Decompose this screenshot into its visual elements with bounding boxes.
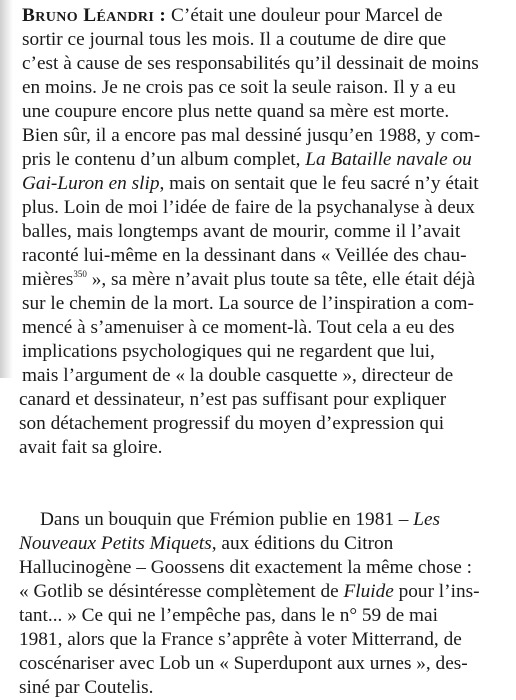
album-title: Gai-Luron en slip (22, 173, 160, 194)
text-line: pris le contenu d’un album complet, La Bataille navale ou (22, 149, 472, 170)
footnote-marker: 350 (73, 269, 87, 279)
book-title: Nouveaux Petits Miquets (19, 533, 212, 554)
text-line: avait fait sa gloire. (19, 437, 163, 458)
text-line: en moins. Je ne crois pas ce soit la seule raison. Il y a eu (22, 77, 456, 98)
text-line: Nouveaux Petits Miquets, aux éditions du Citron (19, 533, 394, 554)
text-line: c’est à cause de ses responsabilités qu’il dessinait de moins (22, 53, 479, 74)
magazine-title: Fluide (343, 581, 394, 602)
text-line: Bruno Léandri : C’était une douleur pour Marcel de (22, 5, 443, 26)
text-line: « Gotlib se désintéresse complètement de Fluide pour l’ins- (19, 581, 480, 602)
text-line: raconté lui-même en la dessinant dans « Veillée des chau- (22, 245, 467, 266)
text-line: 1981, alors que la France s’apprête à voter Mitterrand, de (19, 629, 462, 650)
text-line: balles, mais longtemps avant de mourir, comme il l’avait (22, 221, 461, 242)
text-line: mencé à s’amenuiser à ce moment-là. Tout cela a eu des (22, 317, 455, 338)
text-line: canard et dessinateur, n’est pas suffisant pour expliquer (19, 389, 447, 410)
text-line: Dans un bouquin que Frémion publie en 1981 – Les (40, 509, 441, 530)
text-line: mais l’argument de « la double casquette », directeur de (22, 365, 454, 386)
speaker-name: Bruno Léandri : (22, 5, 167, 26)
text-line: plus. Loin de moi l’idée de faire de la psychanalyse à deux (22, 197, 475, 218)
text-line: son détachement progressif du moyen d’expression qui (19, 413, 445, 434)
text-line: coscénariser avec Lob un « Superdupont aux urnes », des- (19, 653, 468, 674)
text-line: sur le chemin de la mort. La source de l’inspiration a com- (22, 293, 474, 314)
text-line: Hallucinogène – Goossens dit exactement la même chose : (19, 557, 472, 578)
text-line: siné par Coutelis. (19, 677, 154, 698)
text-line: sortir ce journal tous les mois. Il a coutume de dire que (22, 29, 447, 50)
book-title: Les (413, 509, 441, 530)
text-line: Bien sûr, il a encore pas mal dessiné jusqu’en 1988, y com- (22, 125, 481, 146)
text-line: une coupure encore plus nette quand sa mère est morte. (22, 101, 450, 122)
text-line: implications psychologiques qui ne regardent que lui, (22, 341, 435, 362)
text-line: tant... » Ce qui ne l’empêche pas, dans le n° 59 de mai (19, 605, 438, 626)
text-line: mières$^{350}$ », sa mère n’avait plus toute sa tête, elle était déjà (22, 269, 476, 290)
album-title: La Bataille navale ou (305, 149, 472, 170)
text-line: Gai-Luron en slip, mais on sentait que le feu sacré n’y était (22, 173, 479, 194)
scan-shadow-edge (0, 0, 13, 378)
